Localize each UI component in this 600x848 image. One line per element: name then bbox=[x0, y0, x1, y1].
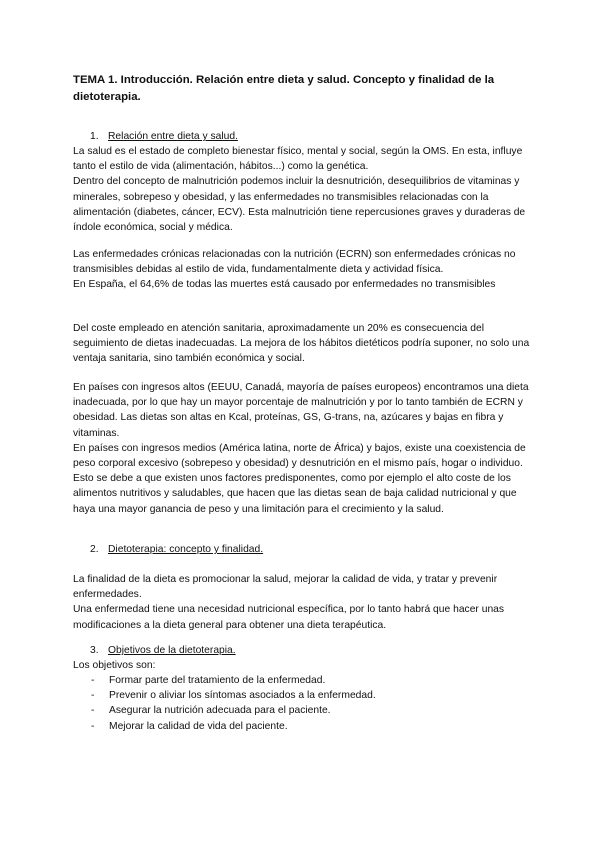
list-item bbox=[91, 673, 376, 688]
bullet-dash: - bbox=[91, 720, 95, 732]
paragraph-text: La salud es el estado de completo bienestar físico, mental y social, según la OMS. En esta, influye tanto el estilo de vida (alimentación, hábitos...) como la genética. bbox=[73, 146, 523, 173]
paragraph-text: En países con ingresos medios (América latina, norte de África) y bajos, existe una coexistencia de peso corporal excesivo (sobrepeso y obesidad) y desnutrición en el mismo país, hogar o individuo. Esto se debe a que existen unos factores predisponentes, como por ejemplo el alto coste de los alimentos nutritivos y saludables, que hacen que las dietas sean de baja calidad nutricional y que haya una mayor ganancia de peso y una limitación para el crecimiento y la salud. bbox=[73, 442, 526, 515]
paragraph bbox=[73, 658, 535, 673]
list-item-text: Asegurar la nutrición adecuada para el paciente. bbox=[109, 705, 331, 717]
list-item bbox=[91, 719, 376, 734]
bullet-dash: - bbox=[91, 675, 95, 686]
paragraph-text: Una enfermedad tiene una necesidad nutricional específica, por lo tanto habrá que hacer unas modificaciones a la dieta general para obtener una dieta terapéutica. bbox=[73, 604, 505, 631]
paragraph bbox=[73, 380, 535, 517]
list-item bbox=[91, 703, 376, 718]
paragraph-text: La finalidad de la dieta es promocionar la salud, mejorar la calidad de vida, y tratar y prevenir enfermedades. bbox=[73, 574, 498, 601]
section-heading-text: Dietoterapia: concepto y finalidad. bbox=[108, 544, 264, 555]
objectives-list bbox=[91, 673, 376, 734]
paragraph bbox=[73, 321, 535, 367]
section-number: 1. bbox=[90, 131, 99, 142]
list-item-text: Mejorar la calidad de vida del paciente. bbox=[109, 720, 288, 732]
bullet-dash: - bbox=[91, 705, 95, 717]
paragraph-text: Las enfermedades crónicas relacionadas con la nutrición (ECRN) son enfermedades crónicas no transmisibles debidas al estilo de vida, fundamentalmente dieta y actividad física. bbox=[73, 249, 516, 276]
paragraph-text: En países con ingresos altos (EEUU, Canadá, mayoría de países europeos) encontramos una dieta inadecuada, por lo que hay un mayor porcentaje de malnutrición y por lo tanto también de ECRN y obesidad. Las dietas son altas en Kcal, proteínas, GS, G-trans, na, azúcares y bajas en fibra y vitaminas. bbox=[73, 382, 529, 439]
list-item-text: Prevenir o aliviar los síntomas asociados a la enfermedad. bbox=[109, 690, 376, 702]
objectives-intro: Los objetivos son: bbox=[73, 660, 156, 671]
section-2-heading bbox=[90, 542, 263, 557]
paragraph-text: Dentro del concepto de malnutrición podemos incluir la desnutrición, desequilibrios de vitaminas y minerales, sobrepeso y obesidad, y las enfermedades no transmisibles relacionadas con la alimentación (diabetes, cáncer, ECV). Esta malnutrición tiene repercusiones graves y duraderas de índole económica, social y médica. bbox=[73, 176, 526, 234]
paragraph bbox=[73, 144, 535, 235]
paragraph bbox=[73, 247, 535, 293]
section-1-heading bbox=[90, 129, 238, 144]
document-title: TEMA 1. Introducción. Relación entre dieta y salud. Concepto y finalidad de la dietoterapia. bbox=[73, 74, 495, 103]
section-heading-text: Relación entre dieta y salud. bbox=[108, 131, 238, 142]
bullet-dash: - bbox=[91, 690, 95, 702]
paragraph bbox=[73, 572, 535, 633]
paragraph-text: Del coste empleado en atención sanitaria, aproximadamente un 20% es consecuencia del seguimiento de dietas inadecuadas. La mejora de los hábitos dietéticos podría suponer, no solo una ventaja sanitaria, sino también económica y social. bbox=[73, 323, 530, 365]
section-3-heading bbox=[90, 643, 236, 658]
list-item-text: Formar parte del tratamiento de la enfermedad. bbox=[109, 675, 326, 686]
list-item bbox=[91, 688, 376, 703]
section-number: 2. bbox=[90, 544, 99, 555]
section-number: 3. bbox=[90, 645, 99, 656]
section-heading-text: Objetivos de la dietoterapia. bbox=[108, 645, 236, 656]
paragraph-text: En España, el 64,6% de todas las muertes está causado por enfermedades no transmisibles bbox=[73, 279, 496, 291]
